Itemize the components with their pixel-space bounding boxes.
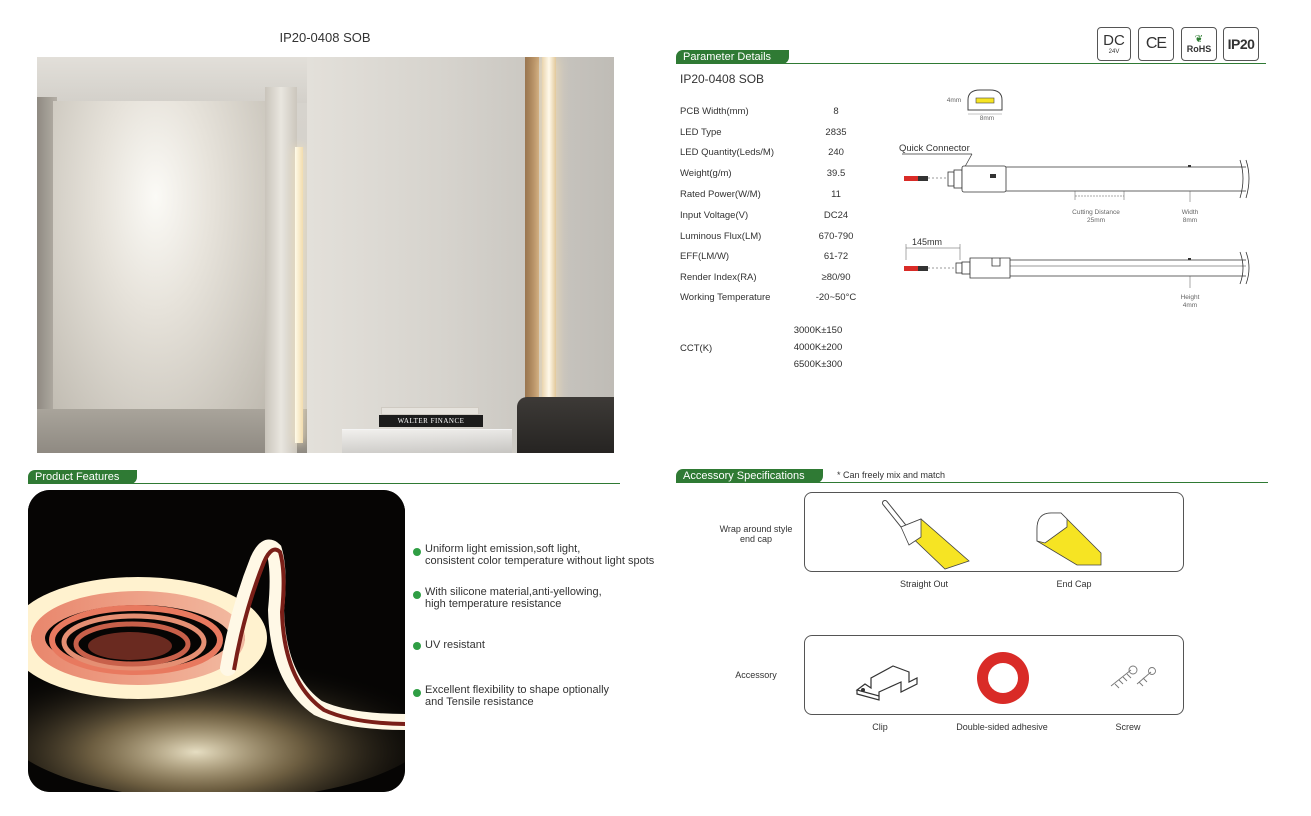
param-row <box>680 230 870 244</box>
param-key: Input Voltage(V) <box>680 210 749 221</box>
end-cap-group-label-line1: Wrap around style <box>719 524 793 534</box>
param-value: ≥80/90 <box>821 272 851 283</box>
ce-badge-text: CE <box>1145 35 1167 52</box>
photo-sofa <box>517 397 614 453</box>
width-label: Width <box>1181 209 1199 216</box>
led-strip-reel-photo <box>28 490 405 792</box>
straight-out-label: Straight Out <box>899 579 949 589</box>
param-value: 39.5 <box>826 168 846 179</box>
feature-text-line1: UV resistant <box>425 639 485 651</box>
param-row <box>680 188 870 202</box>
cct-value: 3000K±150 <box>793 325 843 336</box>
feature-text-line2: and Tensile resistance <box>425 696 534 708</box>
param-value: 670-790 <box>818 231 854 242</box>
param-row <box>680 271 870 285</box>
param-key: Weight(g/m) <box>680 168 732 179</box>
strip-top-diagram <box>900 150 1260 210</box>
adhesive-ring-icon <box>977 652 1029 704</box>
rohs-badge <box>1181 27 1217 61</box>
quick-connector-label: Quick Connector <box>899 143 970 154</box>
param-value: 2835 <box>825 127 847 138</box>
screw-icon <box>1111 666 1156 688</box>
product-features-rule <box>28 483 620 484</box>
installation-room-photo <box>37 57 614 453</box>
cct-value: 4000K±200 <box>793 342 843 353</box>
rohs-leaf-icon: ❦ <box>1194 33 1204 45</box>
photo-wall-light-line <box>542 57 556 453</box>
accessory-illustrations <box>805 636 1185 716</box>
product-model-title: IP20-0408 SOB <box>279 30 371 45</box>
width-value: 8mm <box>1182 217 1198 224</box>
accessory-specifications-rule <box>676 482 1268 483</box>
end-cap-box <box>804 492 1184 572</box>
accessory-group-label: Accessory <box>735 670 777 680</box>
height-value: 4mm <box>1182 302 1198 309</box>
strip-side-diagram <box>900 236 1260 296</box>
param-value: -20~50°C <box>815 292 857 303</box>
end-cap-group-label-line2: end cap <box>739 534 773 544</box>
param-row <box>680 105 870 119</box>
double-sided-adhesive-label: Double-sided adhesive <box>956 722 1048 732</box>
param-row <box>680 167 870 181</box>
feature-bullet-icon <box>413 591 421 599</box>
cct-value: 6500K±300 <box>793 359 843 370</box>
cross-section-width: 8mm <box>979 115 995 122</box>
param-key: EFF(LM/W) <box>680 251 730 262</box>
lead-length-label: 145mm <box>912 237 943 247</box>
ip20-badge <box>1223 27 1259 61</box>
ip20-badge-text: IP20 <box>1227 36 1255 52</box>
accessory-box <box>804 635 1184 715</box>
height-label: Height <box>1180 294 1200 301</box>
dc-badge-text: DC <box>1103 31 1125 49</box>
feature-text-line2: high temperature resistance <box>425 598 562 610</box>
cross-section-height: 4mm <box>946 97 962 104</box>
param-row <box>680 209 870 223</box>
photo-right-wall <box>307 57 614 453</box>
feature-text-line1: Uniform light emission,soft light, <box>425 543 581 555</box>
cct-key: CCT(K) <box>680 343 713 354</box>
end-cap-illustrations <box>805 493 1185 573</box>
screw-label: Screw <box>1115 722 1141 732</box>
param-value: 8 <box>833 106 839 117</box>
param-key: Working Temperature <box>680 292 771 303</box>
param-key: PCB Width(mm) <box>680 106 749 117</box>
param-key: LED Quantity(Leds/M) <box>680 147 774 158</box>
photo-door-light-strip <box>295 147 303 443</box>
param-row <box>680 126 870 140</box>
ce-badge <box>1138 27 1174 61</box>
parameter-details-rule <box>676 63 1266 64</box>
feature-text-line2: consistent color temperature without light spots <box>425 555 655 567</box>
param-value: 61-72 <box>823 251 849 262</box>
parameter-details-tab: Parameter Details <box>676 50 789 64</box>
feature-bullet-icon <box>413 548 421 556</box>
feature-text-line1: Excellent flexibility to shape optionally <box>425 684 610 696</box>
feature-text-line1: With silicone material,anti-yellowing, <box>425 586 602 598</box>
dc-badge-voltage: 24V <box>1108 48 1120 55</box>
rohs-badge-text: RoHS <box>1186 43 1212 54</box>
clip-label: Clip <box>872 722 888 732</box>
param-key: Render Index(RA) <box>680 272 757 283</box>
accessory-specifications-tab: Accessory Specifications <box>676 469 823 483</box>
feature-bullet-icon <box>413 642 421 650</box>
param-row <box>680 146 870 160</box>
feature-bullet-icon <box>413 689 421 697</box>
photo-pillar <box>265 87 297 453</box>
param-key: LED Type <box>680 127 722 138</box>
photo-book: WALTER FINANCE <box>379 415 483 427</box>
photo-glass-table <box>342 429 512 453</box>
end-cap-label: End Cap <box>1056 579 1092 589</box>
param-row <box>680 250 870 264</box>
product-features-tab: Product Features <box>28 470 137 484</box>
param-row <box>680 291 870 305</box>
cutting-distance-label: Cutting Distance <box>1072 209 1120 216</box>
dc-24v-badge <box>1097 27 1131 61</box>
mix-match-note: * Can freely mix and match <box>837 470 946 480</box>
photo-book-top <box>381 407 479 415</box>
cutting-distance-value: 25mm <box>1086 217 1106 224</box>
param-key: Luminous Flux(LM) <box>680 231 762 242</box>
parameter-model: IP20-0408 SOB <box>680 72 765 86</box>
photo-back-wall <box>53 101 267 421</box>
led-strip-reel-illustration <box>28 490 405 792</box>
param-key: Rated Power(W/M) <box>680 189 761 200</box>
param-value: DC24 <box>823 210 849 221</box>
photo-wood-trim <box>525 57 539 453</box>
clip-icon <box>857 666 917 700</box>
param-value: 240 <box>828 147 844 158</box>
param-value: 11 <box>831 189 841 200</box>
